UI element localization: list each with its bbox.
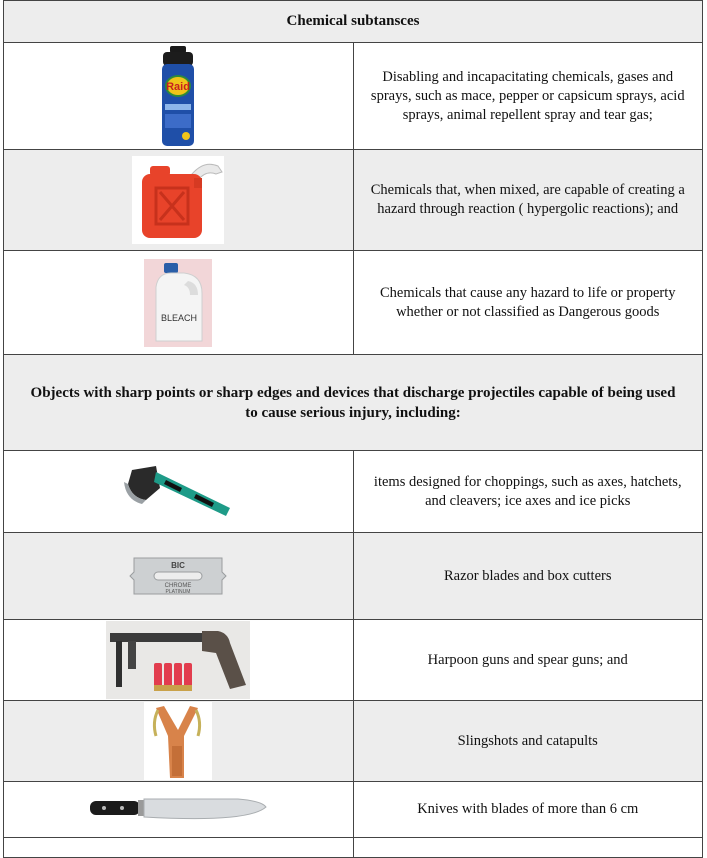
razor-brand-text: BIC [171,561,186,570]
item-description-empty [353,838,703,858]
item-description: Razor blades and box cutters [353,533,703,620]
table-row-continuation [4,838,703,858]
table-row [4,620,703,701]
razor-blade-icon [126,536,230,616]
section-title-sharp-objects: Objects with sharp points or sharp edges and devices that discharge projectiles capable of being used to cause serious injury, including: [4,355,703,451]
raid-brand-text: Raid [166,81,191,93]
item-description: Disabling and incapacitating chemicals, gases and sprays, such as mace, pepper or capsicum sprays, acid sprays, animal repellent spray and tear gas; [353,43,703,150]
hatchet-icon [122,462,234,522]
image-cell [4,451,354,533]
flare-gun-icon [106,621,250,699]
raid-spray-can-icon [148,44,208,148]
kitchen-knife-icon [88,793,268,827]
image-cell [4,150,354,251]
image-cell [4,620,354,701]
bleach-label-text: BLEACH [161,312,198,323]
table-row [4,782,703,838]
section-header-row [4,355,703,451]
table-row [4,251,703,355]
image-cell [4,251,354,355]
image-cell [4,838,354,858]
bleach-bottle-icon [144,259,212,347]
prohibited-items-table [3,0,703,858]
image-cell [4,782,354,838]
section-header-row [4,1,703,43]
image-cell [4,43,354,150]
item-description: Slingshots and catapults [353,701,703,782]
table-row [4,43,703,150]
image-cell [4,533,354,620]
table-row [4,451,703,533]
image-cell [4,701,354,782]
razor-line1-text: CHROME [164,583,192,589]
table-row [4,533,703,620]
slingshot-icon [144,702,212,780]
item-description: Chemicals that, when mixed, are capable of creating a hazard through reaction ( hypergolic reactions); and [353,150,703,251]
item-description: items designed for choppings, such as axes, hatchets, and cleavers; ice axes and ice picks [353,451,703,533]
table-row [4,150,703,251]
fuel-jerry-can-icon [132,156,224,244]
section-title-chemical: Chemical subtansces [4,1,703,43]
razor-line2-text: PLATINUM [165,589,191,595]
table-row [4,701,703,782]
item-description: Harpoon guns and spear guns; and [353,620,703,701]
item-description: Chemicals that cause any hazard to life or property whether or not classified as Dangerous goods [353,251,703,355]
item-description: Knives with blades of more than 6 cm [353,782,703,838]
